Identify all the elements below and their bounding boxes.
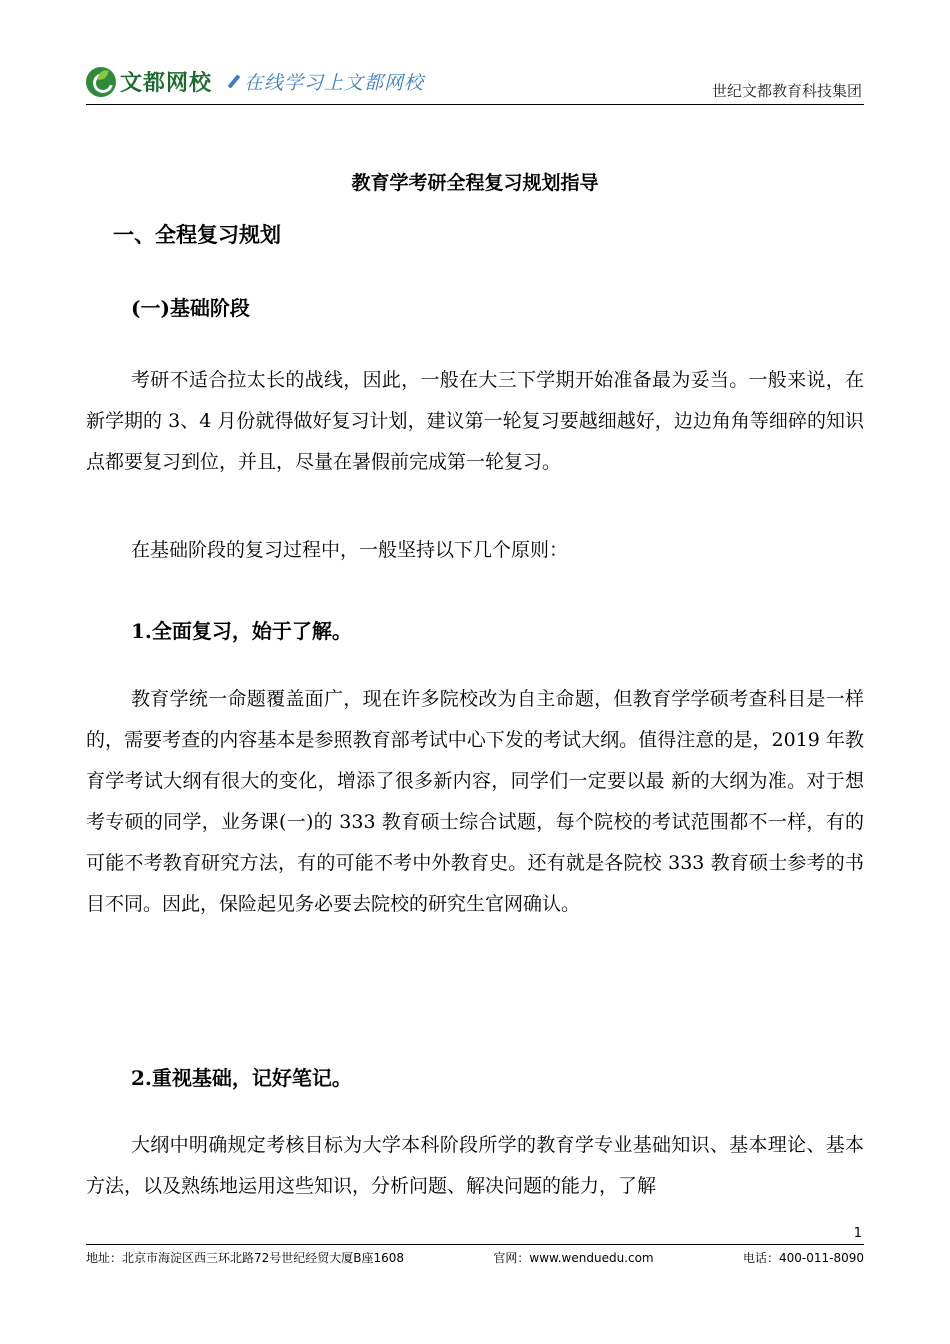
company-name: 世纪文都教育科技集团 (711, 82, 862, 100)
page-footer (86, 1244, 864, 1266)
brand-name: 文都网校 (120, 71, 213, 96)
paragraph-2: 在基础阶段的复习过程中，一般坚持以下几个原则： (131, 539, 569, 561)
subsection-heading: (一)基础阶段 (131, 296, 250, 320)
page-number: 1 (853, 1226, 862, 1241)
footer-phone: 电话：400-011-8090 (742, 1251, 864, 1265)
paragraph-1: 考研不适合拉太长的战线，因此，一般在大三下学期开始准备最为妥当。一般来说，在新学期的 3、4 月份就得做好复习计划，建议第一轮复习要越细越好，边边角角等细碎的知识点都要复习到位，并且，尽量在暑假前完成第一轮复习。 (86, 369, 864, 473)
point-heading-2: 2.重视基础，记好笔记。 (131, 1066, 352, 1090)
footer-address: 地址：北京市海淀区西三环北路72号世纪经贸大厦B座1608 (86, 1251, 405, 1265)
slogan (226, 68, 424, 95)
footer-website[interactable]: 官网：www.wenduedu.com (493, 1251, 654, 1265)
pencil-icon (226, 74, 242, 90)
paragraph-4: 大纲中明确规定考核目标为大学本科阶段所学的教育学专业基础知识、基本理论、基本方法，以及熟练地运用这些知识，分析问题、解决问题的能力，了解 (86, 1134, 864, 1197)
point-heading-1: 1.全面复习，始于了解。 (131, 619, 352, 643)
page-header (86, 58, 864, 105)
brand-logo[interactable] (86, 66, 424, 97)
wendu-logo-icon (86, 67, 116, 97)
document-title: 教育学考研全程复习规划指导 (351, 172, 599, 194)
paragraph-3: 教育学统一命题覆盖面广，现在许多院校改为自主命题，但教育学学硕考查科目是一样的，需要考查的内容基本是参照教育部考试中心下发的考试大纲。值得注意的是，2019 年教育学考试大纲有很大的变化，增添了很多新内容，同学们一定要以最 新的大纲为准。对于想考专硕的同学，业务课(一)的 333 教育硕士综合试题，每个院校的考试范围都不一样，有的可能不考教育研究方法，有的可能不考中外教育史。还有就是各院校 333 教育硕士参考的书目不同。因此，保险起见务必要去院校的研究生官网确认。 (86, 688, 864, 915)
section-heading: 一、全程复习规划 (113, 222, 281, 247)
slogan-text: 在线学习上文都网校 (244, 72, 425, 94)
